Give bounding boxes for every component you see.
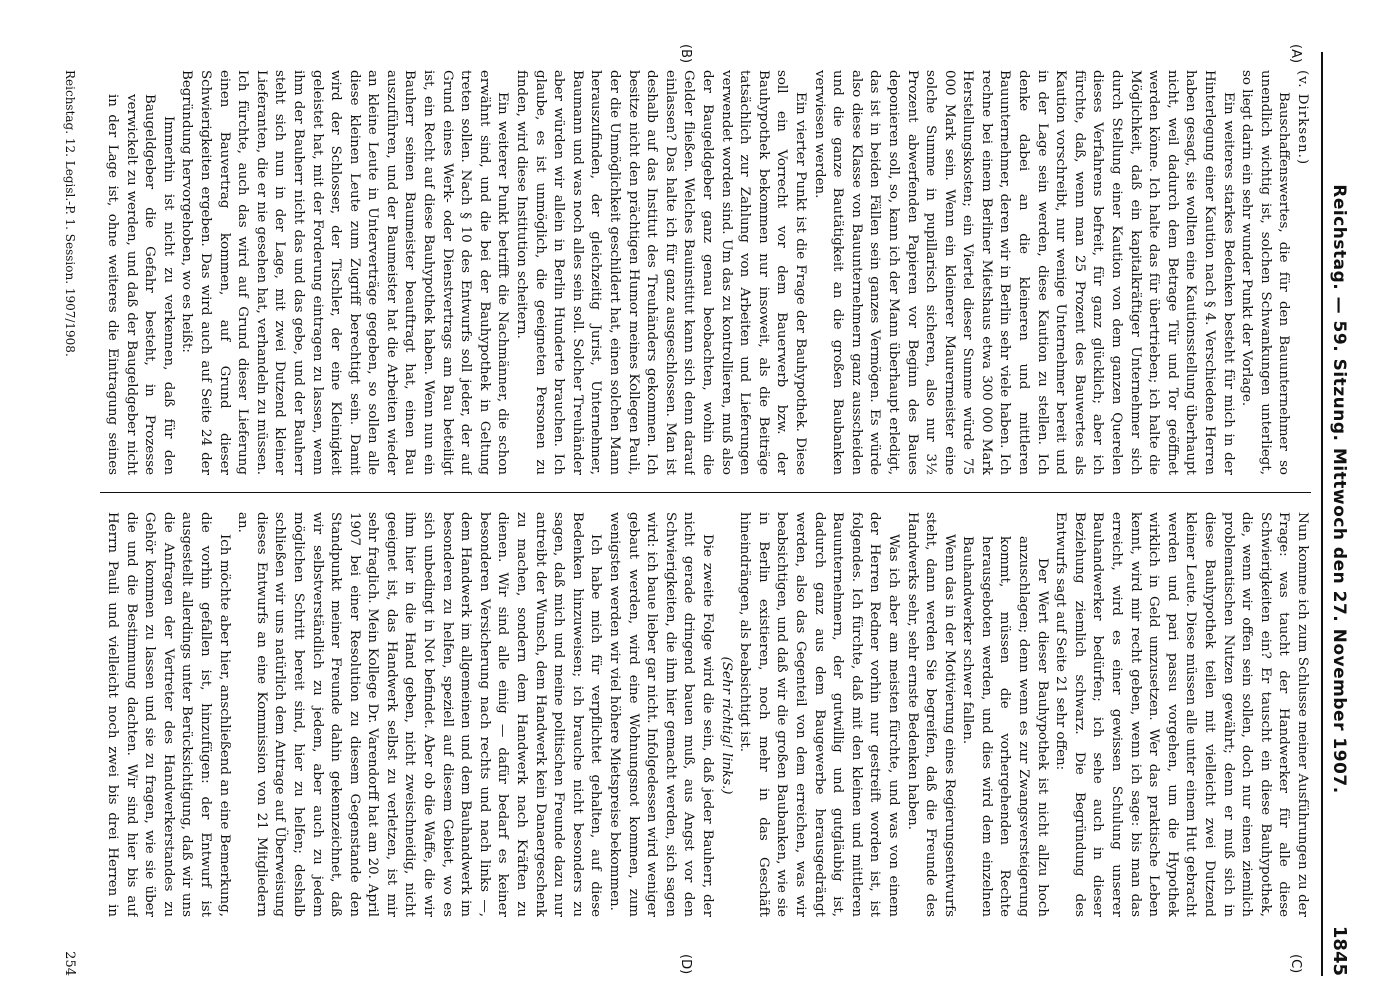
page-number: 1845 bbox=[1329, 925, 1350, 976]
footer-session: Reichstag. 12. Legisl.-P. 1. Session. 1907/1908. bbox=[63, 70, 77, 357]
paragraph: Bauschaffenswertes, die für den Bauunternehmer so unendlich wichtig ist, solchen Schwankungen unterliegt, so liegt darin ein sehr wunder Punkt der Vorlage. bbox=[1239, 70, 1292, 475]
right-column bbox=[100, 512, 1311, 917]
paragraph: Was ich aber am meisten fürchte, und was von einem der Herren Redner vorhin nur gestreift worden ist, ist folgendes. Ich fürchte, daß mit den kleinen und mittleren Bauunternehmern, der gutwillig und gutgläubig ist, dadurch ganz aus dem Baugewerbe herausgedrängt werden, also das Gegenteil von dem erreichen, was wir beabsichtigen, und daß wir die großen Baubanken, wie sie in Berlin existieren, noch mehr in das Geschäft hineindrängen, als beabsichtigt ist. bbox=[737, 512, 901, 917]
block-quote: Immerhin ist nicht zu verkennen, daß für den Baugeldgeber die Gefahr besteht, in Prozesse verwickelt zu werden, und daß der Baugeldgeber nicht in der Lage ist, ohne weiteres die Eintragung seines bbox=[105, 94, 176, 475]
margin-marker-c: (C) bbox=[1288, 954, 1303, 974]
margin-marker-a: (A) bbox=[1288, 44, 1303, 64]
page-header bbox=[1321, 52, 1363, 976]
margin-marker-b: (B) bbox=[678, 44, 693, 64]
speaker-heading: (v. Dirksen.) bbox=[1295, 70, 1310, 166]
running-title: Reichstag. — 59. Sitzung. Mittwoch den 27. November 1907. bbox=[1329, 184, 1349, 794]
paragraph: Ich möchte aber hier, anschließend an eine Bemerkung, die vorhin gefallen ist, hinzufügen: der Entwurf ist ausgestellt allerdings unter Berücksichtigung, daß wir uns die Anfragen der Vertreter des Handwerkerstandes zu Gehör kommen zu lassen und sie zu fragen, wie sie über die und die Bestimmung dachten. Wir sind hier bis auf Herrn Pauli und vielleicht noch zwei bis drei Herren in bbox=[105, 512, 232, 917]
paragraph: Ein vierter Punkt ist die Frage der Bauhypothek. Diese soll ein Vorrecht vor dem Bauerwerb bzw. der Bauhypothek bekommen nur insoweit, als die Beiträge tatsächlich zur Zahlung von Arbeiten und Lieferungen verwendet worden sind. Um das zu kontrollieren, muß also der Baugeldgeber ganz genau beobachten, wohin die Gelder fließen. Welches Bauinstitut kann sich denn darauf einlassen? Das halte ich für ganz ausgeschlossen. Man ist deshalb auf das Institut des Treuhänders gekommen. Ich besitze nicht den prächtigen Humor meines Kollegen Pauli, der die Unmöglichkeit geschildert hat, einen solchen Mann herauszufinden, der gleichzeitig Jurist, Unternehmer, Baumann und was noch alles sein soll. Solcher Treuhänder aber würden wir allein in Berlin Hunderte brauchen. Ich glaube, es ist unmöglich, die geeigneten Personen zu finden, wird diese Institution scheitern. bbox=[514, 70, 808, 475]
applause-note: (Sehr richtig! links.) bbox=[718, 656, 734, 795]
paragraph: Nun komme ich zum Schlusse meiner Ausführungen zu der Frage: was taucht der Handwerker für alle diese Schwierigkeiten ein? Er tauscht ein diese Bauhypothek, die, wenn wir offen sein sollen, doch nur einen ziemlich problematischen Nutzen gewährt; denn er muß sich in diese Bauhypothek teilen mit vielleicht zwei Dutzend kleiner Leute. Diese müssen alle unter einem Hut gebracht werden und pari passu vorgehen, um die Hypothek wirklich in Geld umzusetzen. Wer das praktische Leben kennt, wird mir recht geben, wenn ich sage: bis man das erreicht, wird es einer gewissen Schulung unserer Bauhandwerker bedürfen; ich sehe auch in dieser Beziehung ziemlich schwarz. Die Begründung des Entwurfs sagt auf Seite 21 sehr offen: bbox=[1053, 512, 1310, 917]
paragraph: Ein weiteres starkes Bedenken besteht für mich in der Hinterlegung einer Kaution nach § 4. Verschiedene Herren haben gesagt, sie wollten eine Kautionsstellung überhaupt nicht, weil dadurch dem Betrage Tür und Tor geöffnet werden könne. Ich halte das für übertrieben; ich halte die Möglichkeit, daß ein kapitalkräftiger Unternehmer sich durch Stellung einer Kaution von dem ganzen Querelen dieses Verfahrens befreit, für ganz glücklich; aber ich fürchte, daß, wenn man 25 Prozent des Bauwertes als Kaution vorschreibt, nur wenige Unternehmer bereit und in der Lage sein werden, diese Kaution zu stellen. Ich denke dabei an die kleineren und mittleren Bauunternehmer, deren wir in Berlin sehr viele haben. Ich rechne bei einem Berliner Mietshaus etwa 300 000 Mark Herstellungskosten; ein Viertel dieser Summe würde 75 000 Mark sein. Wenn ein kleinerer Maurermeister eine solche Summe in pupillarisch sicheren, also nur 3½ Prozent abwerfenden Papieren vor Beginn des Baues deponieren soll, so, kann ich der Mann überhaupt erledigt, das ist in beiden Fällen sein ganzes Vermögen. Es würde also diese Klasse von Bauunternehmern ganz ausscheiden und die ganze Bautätigkeit an die großen Baubanken verwiesen werden. bbox=[811, 70, 1236, 475]
paragraph: Ein weiterer Punkt betrifft die Nachmänner, die schon erwähnt sind, und die bei der Bauhypothek in Geltung treten sollen. Nach § 10 des Entwurfs soll jeder, der auf Grund eines Werk- oder Dienstvertrags am Bau beteiligt ist, ein Recht auf diese Bauhypothek haben. Wenn nun ein Bauherr seinen Baumeister beauftragt hat, einen Bau auszuführen, und der Baumeister hat die Arbeiten wieder an kleine Leute in Unterverträge gegeben, so sollen alle diese kleinen Leute zum Zugriff berechtigt sein. Damit wird der Schlosser, der Tischler, der eine Kleinigkeit geleistet hat, mit der Forderung eintragen zu lassen, wenn ihm der Bauherr nicht das und das gebe, und der Bauherr steht sich nun in der Lage, mit zwei Dutzend kleiner Lieferanten, die er nie gesehen hat, verhandeln zu müssen. Ich fürchte, auch das wird auf Grund dieser Lieferung einen Bauvertrag kommen, auf Grund dieser Schwierigkeiten ergeben. Das wird auch auf Seite 24 der Begründung hervorgehoben, wo es heißt: bbox=[179, 70, 511, 475]
footer-page-number: 254 bbox=[62, 951, 77, 976]
paragraph: Wenn das in der Motivierung eines Regierungsentwurfs steht, dann werden Sie begreifen, daß die Freunde des Handwerks sehr, sehr ernste Bedenken haben. bbox=[904, 512, 957, 917]
paragraph: Die zweite Folge wird die sein, daß jeder Bauherr, der nicht gerade dringend bauen muß, aus Angst vor den Schwierigkeiten, die ihm hier gemacht werden, sich sagen wird: ich baue lieber gar nicht. Infolgedessen wird weniger gebaut werden, wird eine Wohnungsnot kommen, zum wenigsten werden wir viel höhere Mietspreise bekommen. bbox=[607, 512, 715, 917]
margin-marker-d: (D) bbox=[678, 954, 693, 975]
page-footer bbox=[62, 70, 77, 976]
left-column bbox=[100, 70, 1311, 475]
column-divider bbox=[100, 492, 1311, 493]
paragraph: Ich habe mich für verpflichtet gehalten, auf diese Bedenken hinzuweisen; ich brauche nicht besonders zu sagen, daß mich und meine politischen Freunde dazu nur antreibt der Wunsch, dem Handwerk kein Danaergeschenk zu machen, sondern dem Handwerk nach Kräften zu dienen. Wir sind alle einig — dafür bedarf es keiner besonderen Versicherung nach rechts und nach links —, dem Handwerk im allgemeinen und dem Bauhandwerk im besonderen zu helfen, speziell auf diesem Gebiet, wo es sich unbedingt in Not befindet. Aber ob die Waffe, die wir ihm hier in die Hand geben, nicht zweischneidig, nicht geeignet ist, das Handwerk selbst zu verletzen, ist mir sehr fraglich. Mein Kollege Dr. Varendorff hat am 20. April 1907 bei einer Resolution zu diesem Gegenstande den Standpunkt meiner Freunde dahin gekennzeichnet, daß wir selbstverständlich zu jedem, aber auch zu jedem möglichen Schritt bereit sind, hier zu helfen; deshalb schließen wir uns natürlich dem Antrage auf Überweisung dieses Entwurfs an eine Kommission von 21 Mitgliedern an. bbox=[235, 512, 604, 917]
block-quote: Der Wert dieser Bauhypothek ist nicht allzu hoch anzuschlagen; denn wenn es zur Zwangsversteigerung kommt, müssen die vorhergehenden Rechte herausgeboten werden, und dies wird dem einzelnen Bauhandwerker schwer fallen. bbox=[960, 536, 1050, 917]
